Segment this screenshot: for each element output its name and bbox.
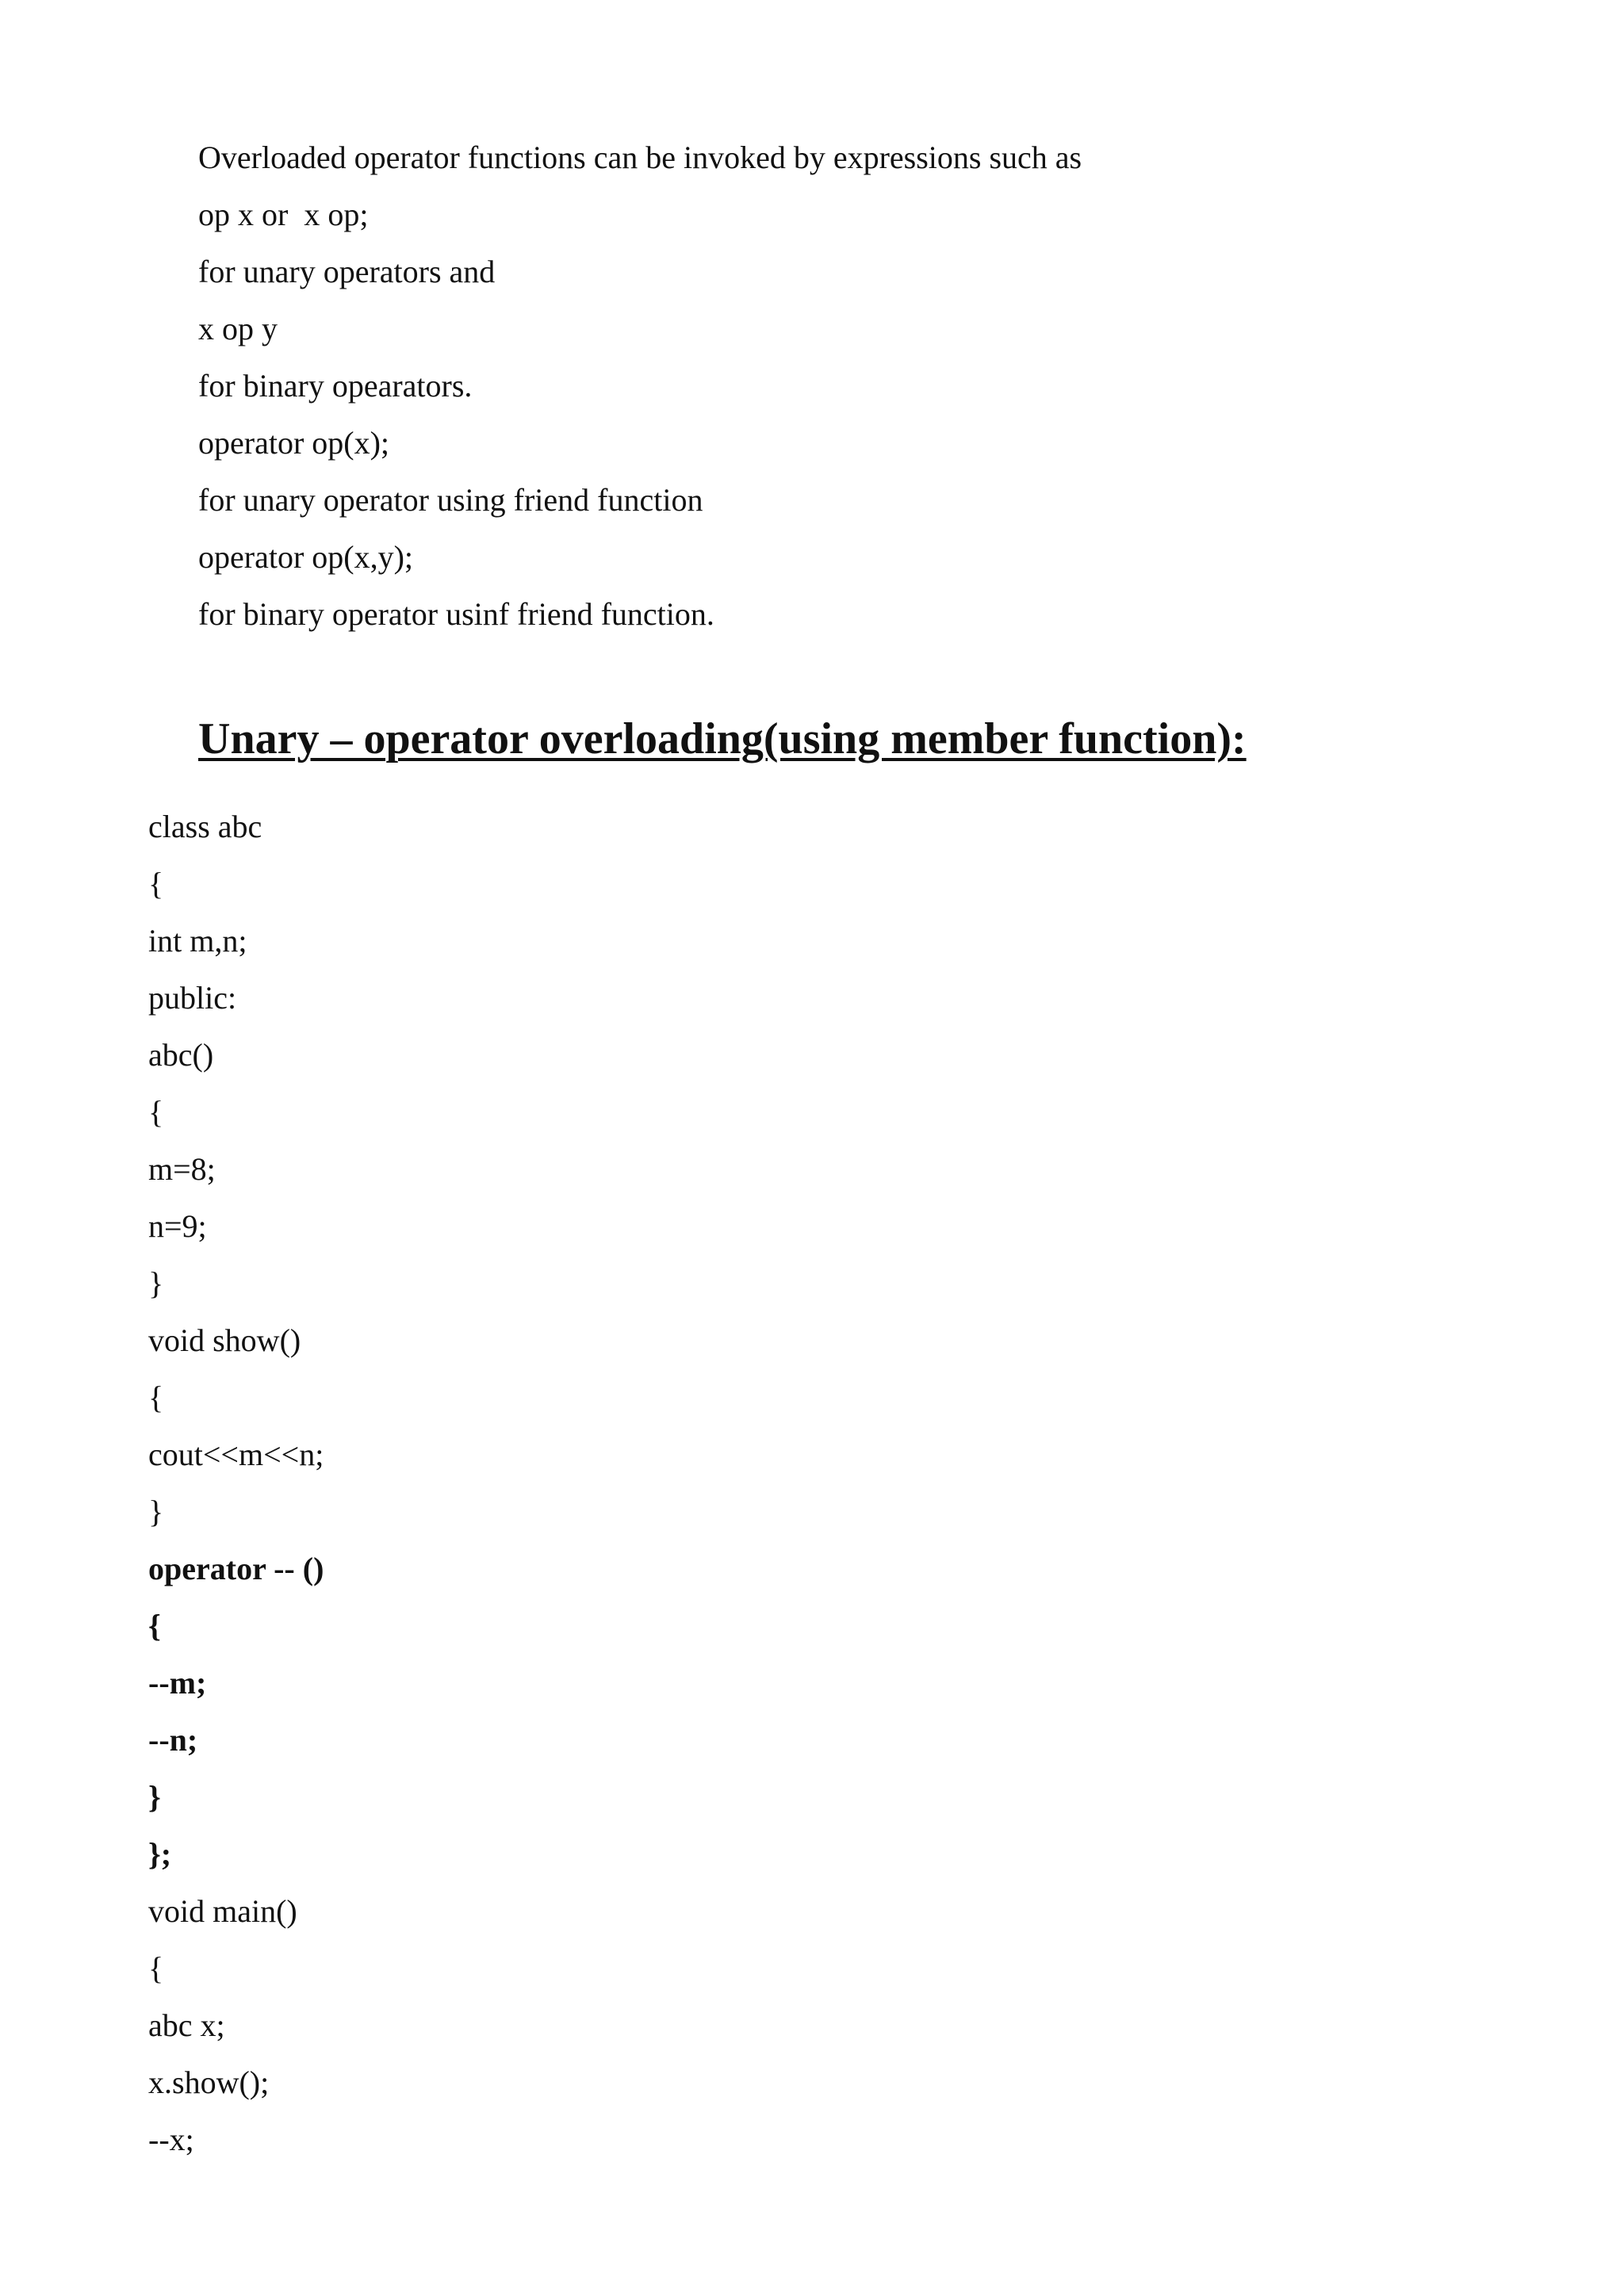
code-line-operator: } [148, 1779, 161, 1815]
code-line: public: [148, 980, 237, 1016]
intro-line: for binary operator usinf friend function. [198, 596, 714, 632]
code-line: } [148, 1494, 164, 1529]
intro-line: for unary operator using friend function [198, 482, 703, 518]
intro-line: for binary opearators. [198, 368, 473, 404]
intro-line: x op y [198, 311, 278, 346]
intro-line: for unary operators and [198, 254, 496, 289]
code-line: cout<<m<<n; [148, 1437, 324, 1472]
code-line-operator: { [148, 1608, 161, 1644]
code-line: class abc [148, 809, 262, 844]
code-line: n=9; [148, 1208, 207, 1244]
code-line: { [148, 866, 164, 901]
code-line: } [148, 1265, 164, 1301]
code-line: m=8; [148, 1151, 216, 1187]
intro-line: Overloaded operator functions can be invoked by expressions such as [198, 140, 1082, 175]
code-line: void main() [148, 1893, 297, 1929]
intro-line: operator op(x); [198, 425, 390, 461]
code-line-operator: }; [148, 1836, 172, 1872]
code-listing [148, 798, 1576, 2168]
code-line: { [148, 1380, 164, 1415]
code-line: --x; [148, 2122, 194, 2157]
code-line: { [148, 1950, 164, 1986]
code-line-operator: --n; [148, 1722, 198, 1758]
section-heading: Unary – operator overloading(using member function): [198, 714, 1247, 763]
code-line: x.show(); [148, 2064, 270, 2100]
intro-line: op x or x op; [198, 197, 369, 232]
code-line-operator: operator -- () [148, 1551, 324, 1586]
code-line: abc() [148, 1037, 214, 1073]
code-line-operator: --m; [148, 1665, 207, 1701]
intro-paragraph [198, 129, 1546, 643]
code-line: int m,n; [148, 923, 247, 959]
code-line: { [148, 1094, 164, 1130]
intro-line: operator op(x,y); [198, 539, 414, 575]
code-line: void show() [148, 1322, 301, 1358]
code-line: abc x; [148, 2007, 225, 2043]
